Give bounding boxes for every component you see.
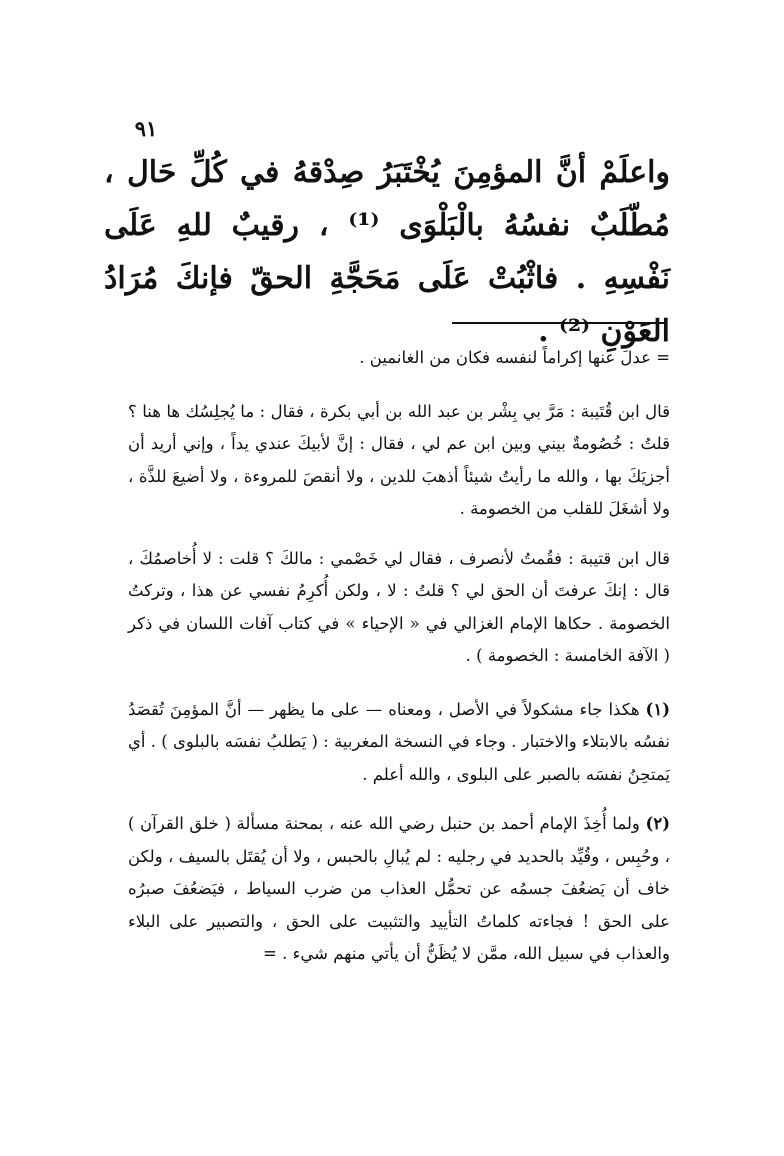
page-number: ٩١ xyxy=(134,116,158,141)
footnote-story-2: قال ابن قتيبة : فقُمتُ لأنصرف ، فقال لي خَصْمي : مالكَ ؟ قلت : لا أُخاصمُكَ ، قال : إنكَ عرفتَ أن الحق لي ؟ قلتُ : لا ، ولكن أُكرِمُ نفسي عن هذا ، وتركتُ الخصومة . حكاها الإمام الغزالي في « الإحياء » في كتاب آفات اللسان في ذكر ( الآفة الخامسة : الخصومة ) . xyxy=(128,548,670,665)
footnote-story-1: قال ابن قُتَيبة : مَرَّ بي بِشْر بن عبد الله بن أبي بكرة ، فقال : ما يُجلِسُك ها هنا ؟ قلتُ : خُصُومةٌ بيني وبين ابن عم لي ، فقال : إنَّ لأبيكَ عندي يداً ، وإني أريد أن أجزيَكَ بها ، والله ما رأيتُ شيئاً أذهبَ للدين ، ولا أنقصَ للمروءة ، ولا أضيعَ للذَّة ، ولا أشغَلَ للقلب من الخصومة . xyxy=(128,401,670,518)
footnote-1-text: هكذا جاء مشكولاً في الأصل ، ومعناه — على ما يظهر — أنَّ المؤمِنَ تُقصَدُ نفسُه بالابتلاء والاختبار . وجاء في النسخة المغربية : ( يَطلبُ نفسَه بالبلوى ) . أي يَمتحِنُ نفسَه بالصبر على البلوى ، والله أعلم . xyxy=(128,699,670,784)
main-text-paragraph: واعلَمْ أنَّ المؤمِنَ يُخْتَبَرُ صِدْقهُ في كُلِّ حَال ، مُطّلَبٌ نفسُهُ بالْبَلْوَى ⁽¹⁾ ، رقيبٌ للهِ عَلَى نَفْسِهِ . فاثْبُتْ عَلَى مَحَجَّةِ الحقّ فإنكَ مُرَادُ العَوْنِ ⁽²⁾ . xyxy=(104,155,670,349)
footnote-2-continuation-mark: = xyxy=(263,944,277,963)
footnote-2 xyxy=(128,808,670,971)
footnote-separator xyxy=(452,322,664,324)
footnote-1-number: (١) xyxy=(645,699,670,719)
footnote-2-text: ولما أُخِذَ الإمام أحمد بن حنبل رضي الله عنه ، بمحنة مسألة ( خلق القرآن ) ، وحُبِس ، وقُيِّد بالحديد في رجليه : لم يُبالِ بالحبس ، ولا أن يُقتَل بالسيف ، ولكن خاف أن يَضعُفَ جسمُه عن تحمُّل العذاب من ضرب السياط ، فيَضعُفَ صبرُه على الحق ! فجاءته كلماتُ التأييد والتثبيت على الحق ، والتصبير على البلاء والعذاب في سبيل الله، ممَّن لا يُظَنُّ أن يأتي منهم شيء . xyxy=(128,814,670,963)
footnote-2-number: (٢) xyxy=(645,814,670,833)
footnote-1 xyxy=(128,694,670,792)
footnotes-section xyxy=(128,342,670,971)
footnote-continuation: = عدلَ عنها إكراماً لنفسه فكان من الغانمين . xyxy=(359,348,670,367)
